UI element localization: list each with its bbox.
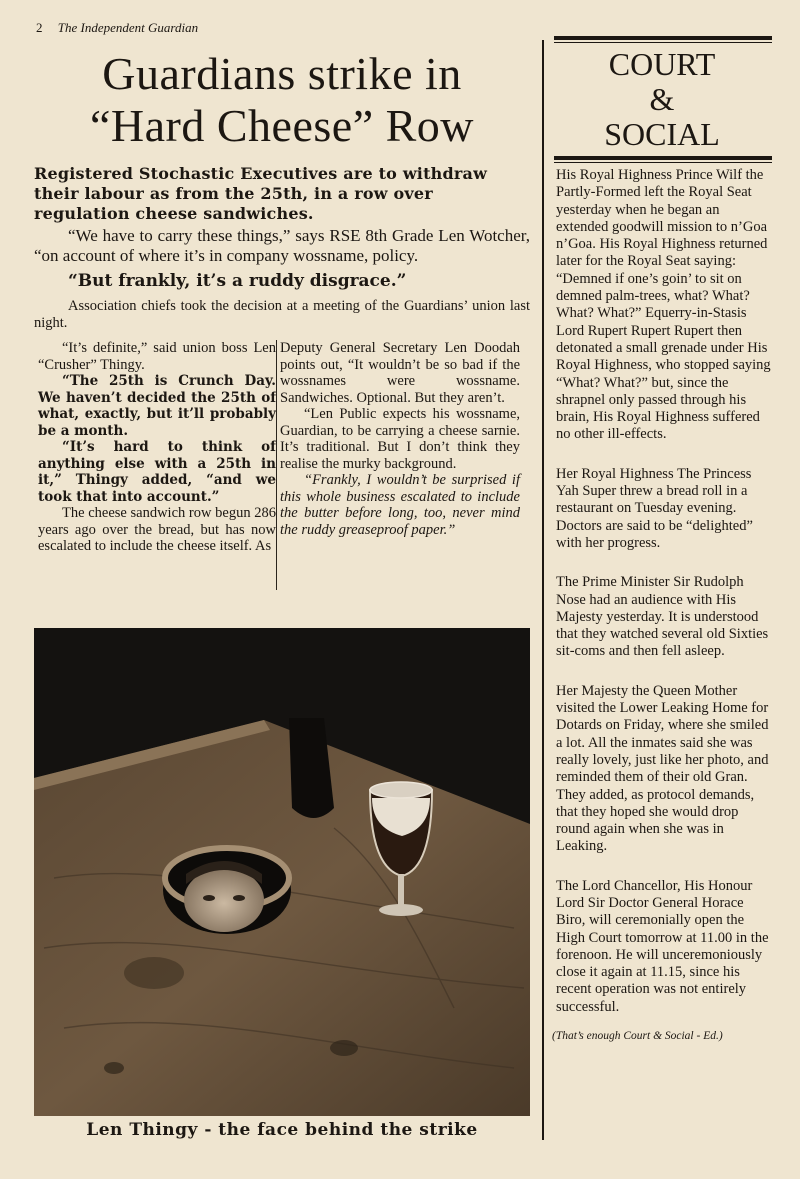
column-paragraph: “Frankly, I wouldn’t be surprised if this whole business escalated to include the butter before long, too, never mind the ruddy greaseproof paper.” xyxy=(280,472,520,538)
column-divider xyxy=(276,340,277,590)
sidebar-title xyxy=(552,47,772,152)
column-paragraph: Deputy General Secretary Len Doodah points out, “It wouldn’t be so bad if the wossnames were wossname. Sandwiches. Optional. But they aren’t. xyxy=(280,340,520,406)
sidebar-top-rule-thin xyxy=(554,42,772,43)
sidebar-footer: (That’s enough Court & Social - Ed.) xyxy=(552,1030,723,1043)
page-folio xyxy=(36,20,198,36)
headline-line-1: Guardians strike in xyxy=(102,48,462,99)
main-article xyxy=(34,48,530,602)
headline-line-2: “Hard Cheese” Row xyxy=(89,100,475,151)
photo-illustration xyxy=(34,628,530,1116)
column-separator xyxy=(542,40,544,1140)
social-item: Her Royal Highness The Princess Yah Super threw a bread roll in a restaurant on Tuesday evening. Doctors are said to be “delighted” with her progress. xyxy=(556,465,753,551)
article-headline xyxy=(34,48,530,152)
column-paragraph: “The 25th is Crunch Day. We haven’t decided the 25th of what, exactly, but it’ll probably be a month. xyxy=(38,373,276,439)
social-item: Her Majesty the Queen Mother visited the Lower Leaking Home for Dotards on Friday, where she smiled a lot. All the inmates said she was really lovely, just like her photo, and reminded them of their old Gran. They added, as protocol demands, that they hoped she would drop round again when she was in Leaking. xyxy=(556,682,769,855)
column-paragraph: The cheese sandwich row begun 286 years ago over the bread, but has now escalated to include the cheese itself. As xyxy=(38,505,276,554)
article-column-right xyxy=(280,340,520,538)
sidebar-title-rule-thin xyxy=(554,162,772,163)
sidebar-title-rule xyxy=(554,156,772,160)
publication-name: The Independent Guardian xyxy=(57,20,199,35)
sidebar-title-line: & xyxy=(649,81,675,117)
article-column-left xyxy=(38,340,276,555)
pull-quote: “But frankly, it’s a ruddy disgrace.” xyxy=(68,271,407,291)
photo-caption: Len Thingy - the face behind the strike xyxy=(86,1120,478,1140)
column-paragraph: “It’s hard to think of anything else with a 25th in it,” Thingy added, “and we took that into account.” xyxy=(38,439,276,505)
column-paragraph: “It’s definite,” said union boss Len “Crusher” Thingy. xyxy=(38,340,276,373)
column-paragraph: “Len Public expects his wossname, Guardian, to be carrying a cheese sarnie. It’s traditional. But I don’t think they realise the murky background. xyxy=(280,406,520,472)
social-item: His Royal Highness Prince Wilf the Partly-Formed left the Royal Seat yesterday when he began an extended goodwill mission to n’Goa n’Goa. His Royal Highness returned later for the Royal Seat saying: “Demned if one’s goin’ to sit on demned palm-trees, what? What? What? What?” Equerry-in-Stasis Lord Rupert Rupert Rupert then detonated a small grenade under His Royal Highness, who stopped saying “What? What?” but, since the shrapnel only passed through his brain, His Royal Highness suffered no other ill-effects. xyxy=(556,167,771,443)
sidebar-items xyxy=(552,167,772,1016)
article-lede: Registered Stochastic Executives are to withdraw their labour as from the 25th, in a row over regulation cheese sandwiches. xyxy=(34,164,488,223)
sidebar-top-rule xyxy=(554,36,772,40)
article-columns xyxy=(34,340,530,602)
social-item: The Lord Chancellor, His Honour Lord Sir Doctor General Horace Biro, will ceremonially open the High Court tomorrow at 11.00 in the forenoon. He will unceremoniously close it again at 11.15, since his recent operation was not entirely successful. xyxy=(556,877,769,1015)
sidebar-title-line: COURT xyxy=(608,46,716,82)
social-item: The Prime Minister Sir Rudolph Nose had an audience with His Majesty yesterday. It is understood that they watched several old Sixties sit-coms and then fell asleep. xyxy=(556,574,769,660)
article-paragraph: “We have to carry these things,” says RSE 8th Grade Len Wotcher, “on account of where it’s in company wossname, policy. xyxy=(34,226,530,265)
article-photo xyxy=(34,628,530,1116)
page-number: 2 xyxy=(36,20,43,35)
sidebar-title-line: SOCIAL xyxy=(604,116,720,152)
court-social-column xyxy=(552,36,772,1054)
article-paragraph: Association chiefs took the decision at a meeting of the Guardians’ union last night. xyxy=(34,298,530,331)
